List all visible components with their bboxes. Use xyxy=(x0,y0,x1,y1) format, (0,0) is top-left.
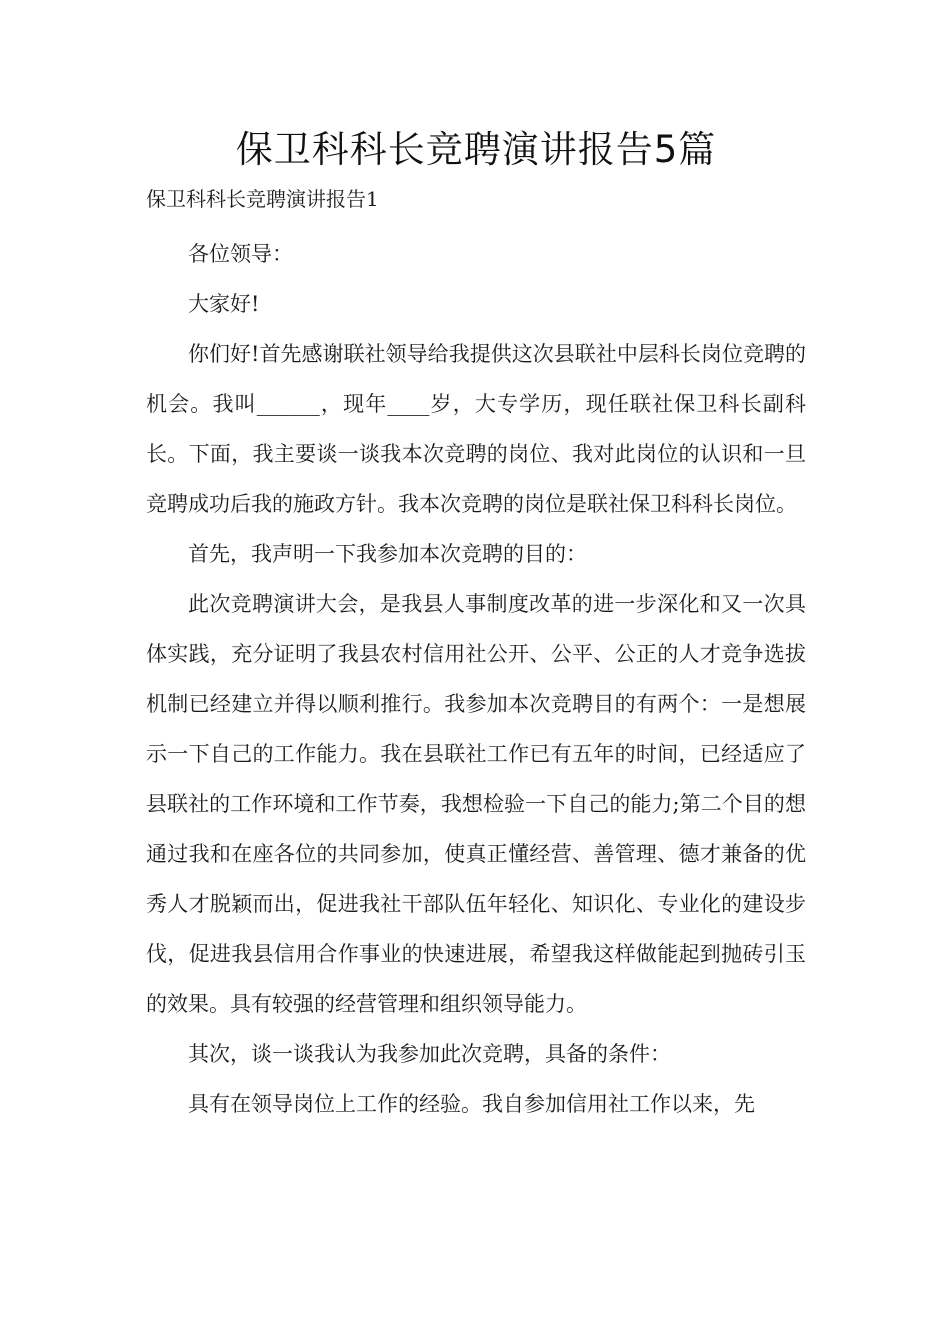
paragraph-introduction: 你们好!首先感谢联社领导给我提供这次县联社中层科长岗位竞聘的机会。我叫______，现年____岁，大专学历，现任联社保卫科长副科长。下面，我主要谈一谈我本次竞聘的岗位、我对此岗位的认识和一旦竞聘成功后我的施政方针。我本次竞聘的岗位是联社保卫科科长岗位。 xyxy=(146,342,806,516)
paragraph-purpose-heading: 首先，我声明一下我参加本次竞聘的目的： xyxy=(188,542,587,566)
paragraph-greeting: 大家好! xyxy=(188,292,260,316)
paragraph-salutation: 各位领导： xyxy=(188,242,293,266)
document-page xyxy=(146,118,806,1129)
document-title: 保卫科科长竞聘演讲报告5篇 xyxy=(235,128,717,171)
paragraph-conditions-heading: 其次，谈一谈我认为我参加此次竞聘，具备的条件： xyxy=(188,1042,671,1066)
paragraph-purpose: 此次竞聘演讲大会，是我县人事制度改革的进一步深化和又一次具体实践，充分证明了我县农村信用社公开、公平、公正的人才竞争选拔机制已经建立并得以顺利推行。我参加本次竞聘目的有两个：一是想展示一下自己的工作能力。我在县联社工作已有五年的时间，已经适应了县联社的工作环境和工作节奏，我想检验一下自己的能力;第二个目的想通过我和在座各位的共同参加，使真正懂经营、善管理、德才兼备的优秀人才脱颖而出，促进我社干部队伍年轻化、知识化、专业化的建设步伐，促进我县信用合作事业的快速进展，希望我这样做能起到抛砖引玉的效果。具有较强的经营管理和组织领导能力。 xyxy=(146,592,806,1016)
section-subtitle: 保卫科科长竞聘演讲报告1 xyxy=(146,187,379,211)
paragraph-experience: 具有在领导岗位上工作的经验。我自参加信用社工作以来，先 xyxy=(188,1092,755,1116)
